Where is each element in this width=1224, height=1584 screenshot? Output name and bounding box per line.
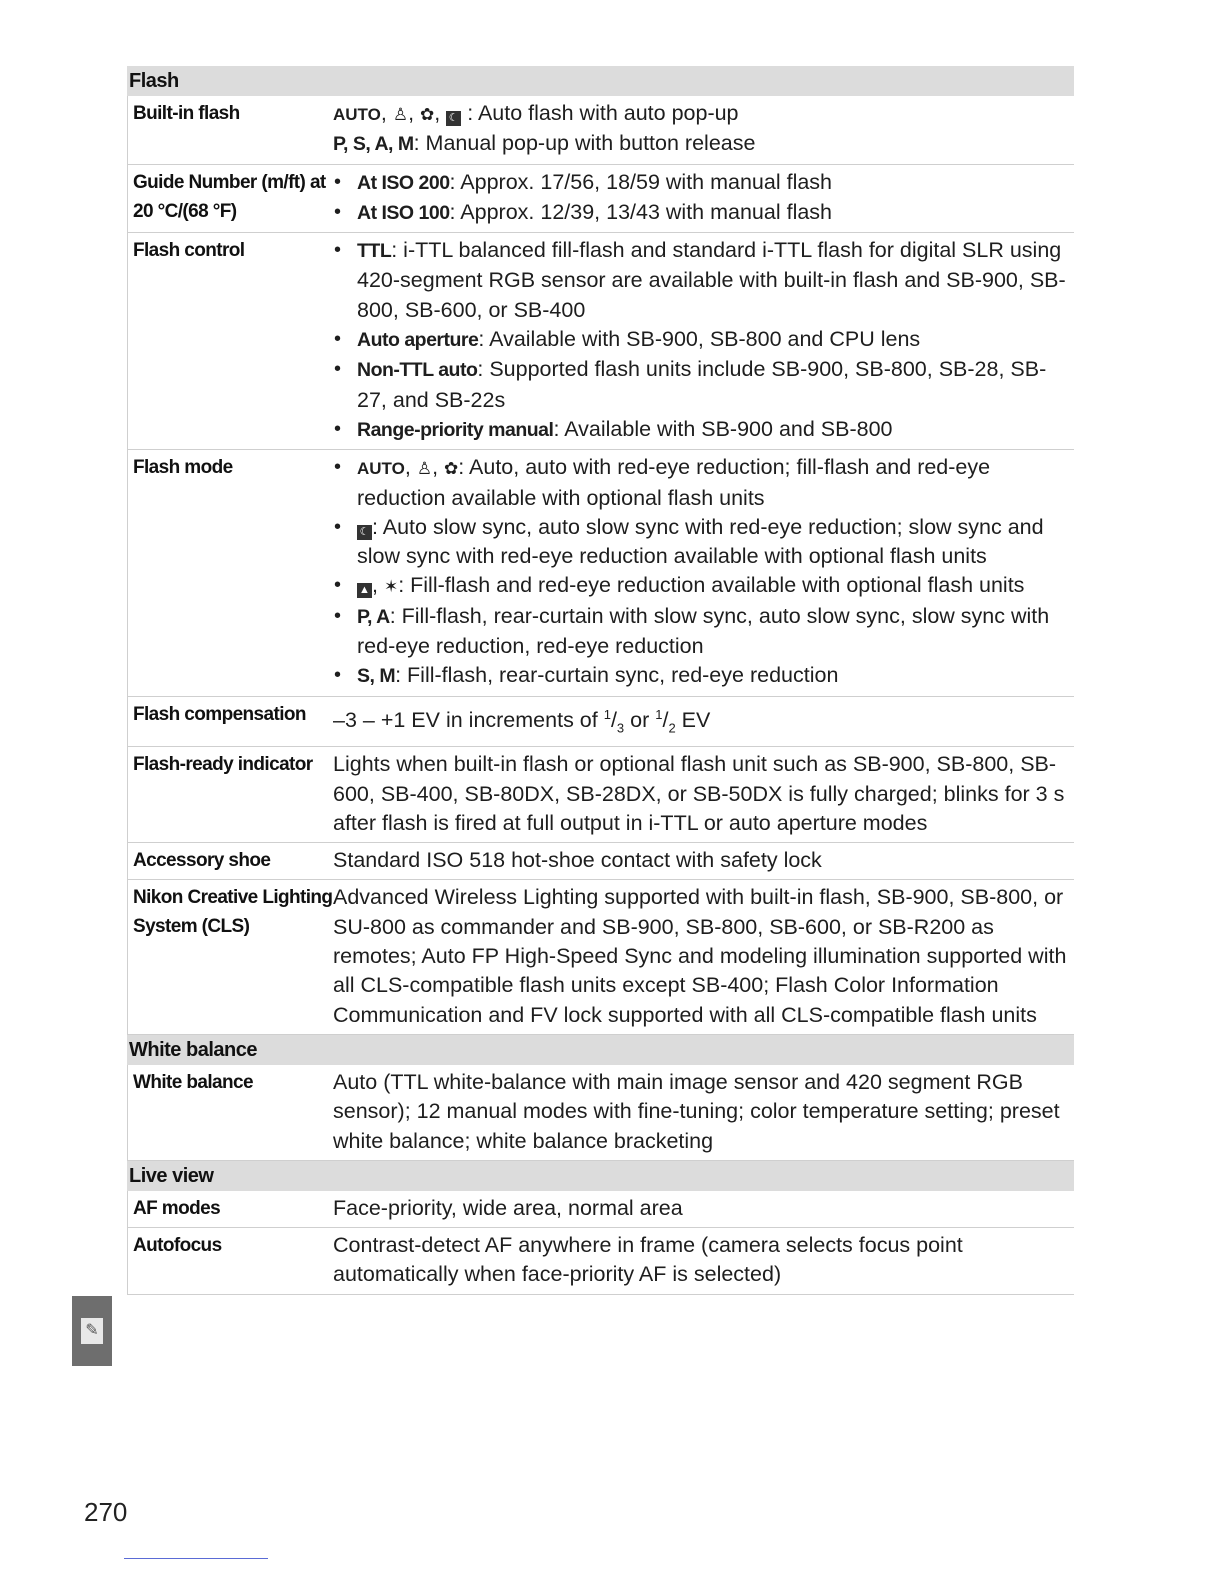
child-mode-icon: ✿ [444,459,459,479]
auto-mode-icon: AUTO [333,105,381,124]
list-item: • ☾ : Auto slow sync, auto slow sync with red-eye reduction; slow sync and slow sync with red-eye reduction available with optional flash units [333,513,1070,572]
row-value: Advanced Wireless Lighting supported with built-in flash, SB-900, SB-800, or SU-800 as commander and SB-900, SB-800, SB-600, or SB-R200 as remotes; Auto FP High-Speed Sync and modeling illumination supported with all CLS-compatible flash units except SB-400; Flash Color Information Communication and FV lock supported with all CLS-compatible flash units [333,885,1067,1027]
night-portrait-icon: ☾ [357,525,372,540]
row-value: Lights when built-in flash or optional flash unit such as SB-900, SB-800, SB-600, SB-400, SB-80DX, SB-28DX, or SB-50DX is fully charged; blinks for 3 s after flash is fired at full output in i-TTL or auto aperture modes [333,752,1065,835]
row-flash-mode [127,450,1074,696]
night-portrait-icon: ☾ [446,111,461,126]
spec-table [127,66,1074,1295]
row-guide-number [127,165,1074,234]
row-label: Nikon Creative Lighting System (CLS) [133,887,333,938]
row-af-modes [127,1191,1074,1228]
landscape-mode-icon: ▲ [357,583,372,598]
row-value: Contrast-detect AF anywhere in frame (camera selects focus point automatically when face-priority AF is selected) [333,1233,963,1287]
row-flash-ready-indicator [127,747,1074,843]
list-item: • S, M: Fill-flash, rear-curtain sync, red-eye reduction [333,661,1070,691]
row-value: –3 – +1 EV in increments of $^1/_3$ or $^1/_2$ EV [333,706,711,735]
row-label: Built-in flash [133,103,240,124]
list-item: • At ISO 200: Approx. 17/56, 18/59 with manual flash [333,168,1070,198]
sports-mode-icon: ✶ [383,577,399,597]
section-header-white-balance: White balance [127,1035,1074,1065]
auto-mode-icon: AUTO [357,459,405,479]
child-mode-icon: ✿ [420,105,435,124]
list-item: • Auto aperture: Available with SB-900, SB-800 and CPU lens [333,325,1070,355]
row-label: White balance [133,1071,253,1093]
row-label: Flash compensation [133,703,306,725]
row-value: Auto (TTL white-balance with main image sensor and 420 segment RGB sensor); 12 manual modes with fine-tuning; color temperature setting; preset white balance; white balance bracketing [333,1069,1060,1153]
footer-rule [124,1558,268,1559]
row-value: Face-priority, wide area, normal area [333,1195,683,1220]
row-built-in-flash [127,96,1074,165]
portrait-mode-icon: ♙ [392,105,409,124]
section-header-flash: Flash [127,66,1074,96]
row-white-balance [127,1065,1074,1161]
page-number: 270 [84,1497,128,1527]
list-item: • ▲, ✶: Fill-flash and red-eye reduction available with optional flash units [333,571,1070,601]
section-header-live-view: Live view [127,1161,1074,1191]
row-label: Accessory shoe [133,850,271,872]
row-label: Guide Number (m/ft) at 20 °C/(68 °F) [133,171,326,222]
row-value [333,168,1074,229]
list-item: • Range-priority manual: Available with SB-900 and SB-800 [333,415,1070,445]
row-accessory-shoe [127,843,1074,880]
row-label: Flash-ready indicator [133,754,313,776]
row-label: Flash mode [133,457,233,479]
row-flash-control [127,233,1074,450]
list-item: • Non-TTL auto: Supported flash units include SB-900, SB-800, SB-28, SB-27, and SB-22s [333,355,1070,415]
list-item: • TTL: i-TTL balanced fill-flash and standard i-TTL flash for digital SLR using 420-segment RGB sensor are available with built-in flash and SB-900, SB-800, SB-600, or SB-400 [333,236,1070,325]
list-item: • AUTO, ♙, ✿: Auto, auto with red-eye reduction; fill-flash and red-eye reduction available with optional flash units [333,453,1070,513]
row-label: Flash control [133,240,245,262]
list-item: • P, A: Fill-flash, rear-curtain with slow sync, auto slow sync, slow sync with red-eye reduction, red-eye reduction [333,602,1070,662]
row-value [333,453,1074,691]
pencil-icon: ✎ [81,1318,103,1344]
row-value: Standard ISO 518 hot-shoe contact with safety lock [333,848,822,873]
row-label: AF modes [133,1197,221,1219]
row-flash-compensation [127,697,1074,748]
portrait-mode-icon: ♙ [416,459,433,479]
row-value [333,236,1074,445]
row-autofocus [127,1228,1074,1295]
row-cls [127,880,1074,1034]
row-value: AUTO, ♙, ✿, ☾ : Auto flash with auto pop-up P, S, A, M: Manual pop-up with button release [333,101,756,156]
chapter-tab-marker [72,1296,112,1366]
list-item: • At ISO 100: Approx. 12/39, 13/43 with manual flash [333,198,1070,228]
row-label: Autofocus [133,1235,222,1257]
